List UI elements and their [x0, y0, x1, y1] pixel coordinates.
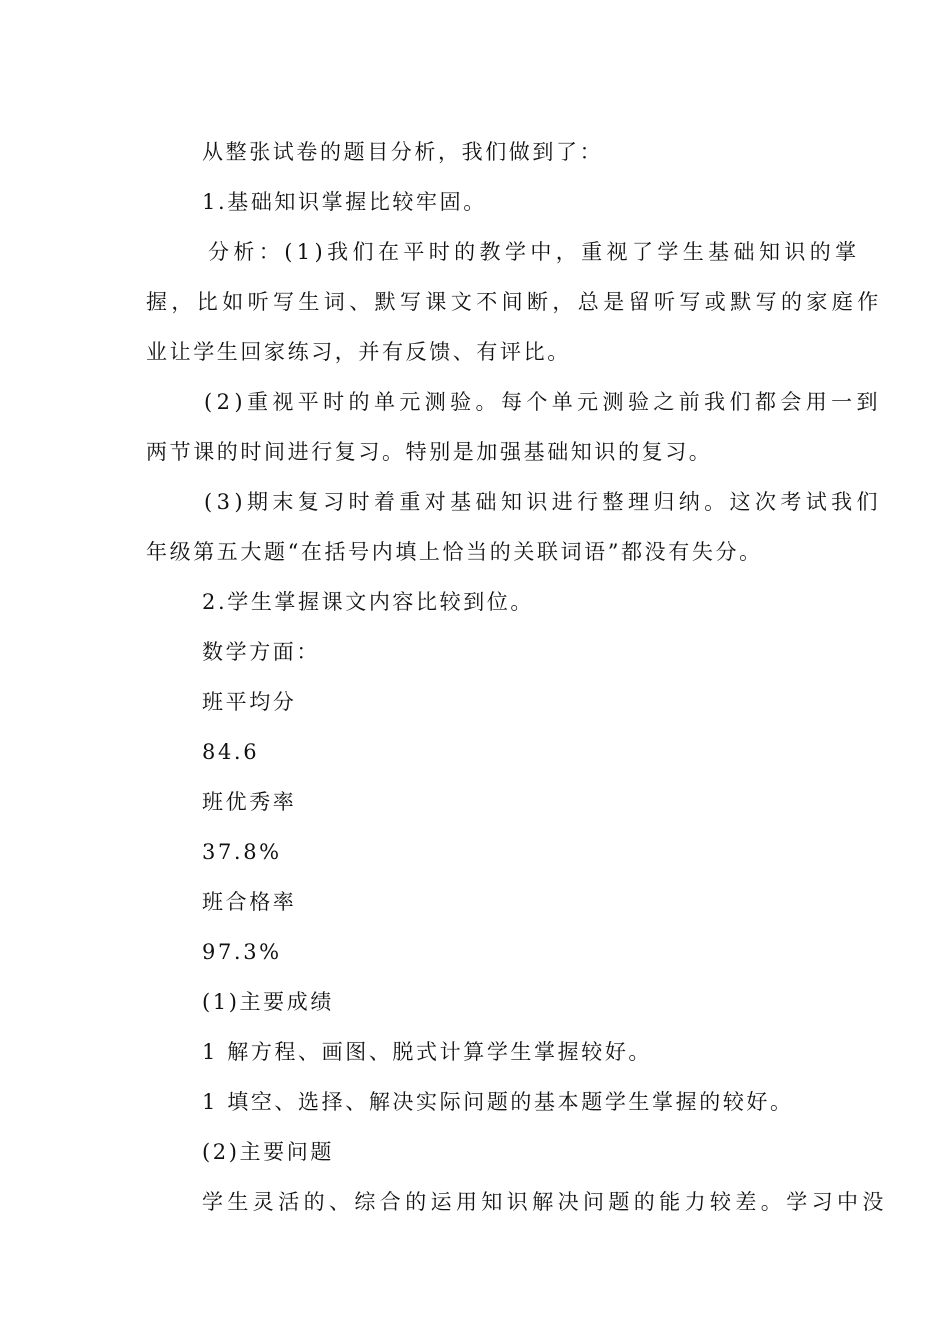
- list-item-achievement-2: 1 填空、选择、解决实际问题的基本题学生掌握的较好。: [202, 1090, 794, 1114]
- paragraph-point-2-line-2: 两节课的时间进行复习。特别是加强基础知识的复习。: [146, 440, 713, 464]
- heading-item-1: 1.基础知识掌握比较牢固。: [202, 190, 487, 214]
- heading-main-achievements: (1)主要成绩: [202, 990, 334, 1014]
- heading-main-problems: (2)主要问题: [202, 1140, 334, 1164]
- heading-item-2: 2.学生掌握课文内容比较到位。: [202, 590, 535, 614]
- label-excellence-rate: 班优秀率: [202, 790, 297, 814]
- paragraph-intro: 从整张试卷的题目分析，我们做到了：: [202, 140, 604, 164]
- paragraph-problems-line-1: 学生灵活的、综合的运用知识解决问题的能力较差。学习中没: [202, 1190, 888, 1214]
- list-item-achievement-1: 1 解方程、画图、脱式计算学生掌握较好。: [202, 1040, 653, 1064]
- paragraph-point-3-line-1: (3)期末复习时着重对基础知识进行整理归纳。这次考试我们: [204, 490, 882, 514]
- label-pass-rate: 班合格率: [202, 890, 297, 914]
- paragraph-analysis-line-3: 业让学生回家练习，并有反馈、有评比。: [146, 340, 571, 364]
- value-pass-rate: 97.3%: [202, 940, 282, 964]
- paragraph-point-3-line-2: 年级第五大题“在括号内填上恰当的关联词语”都没有失分。: [146, 540, 763, 564]
- paragraph-analysis-line-1: 分析：(1)我们在平时的教学中，重视了学生基础知识的掌: [208, 240, 861, 264]
- paragraph-point-2-line-1: (2)重视平时的单元测验。每个单元测验之前我们都会用一到: [204, 390, 882, 414]
- heading-math: 数学方面：: [202, 640, 320, 664]
- paragraph-analysis-line-2: 握，比如听写生词、默写课文不间断，总是留听写或默写的家庭作: [146, 290, 883, 314]
- label-class-average: 班平均分: [202, 690, 297, 714]
- value-class-average: 84.6: [202, 740, 260, 764]
- value-excellence-rate: 37.8%: [202, 840, 282, 864]
